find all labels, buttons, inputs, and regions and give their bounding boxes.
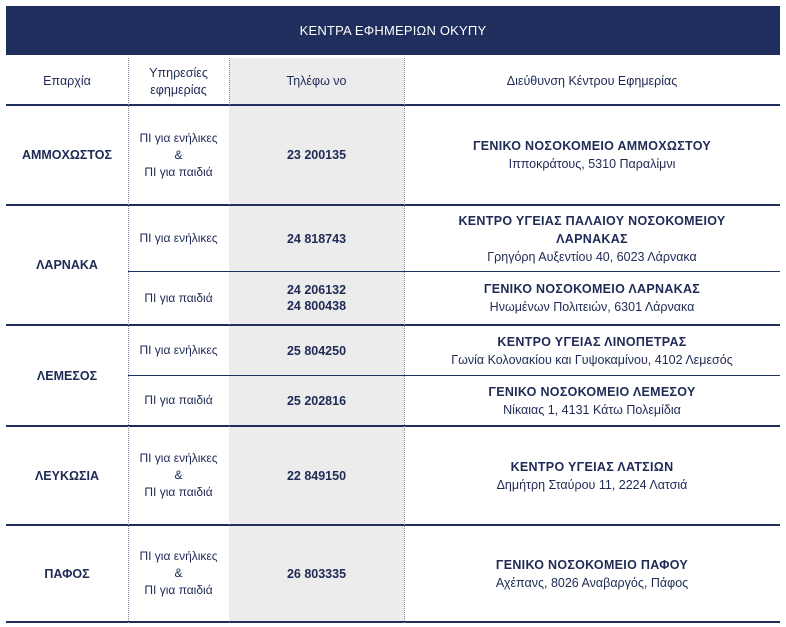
phone-cell: 24 206132 24 800438 <box>229 272 404 324</box>
region-lefkosia: ΛΕΥΚΩΣΙΑ <box>34 468 100 483</box>
address-cell: ΓΕΝΙΚΟ ΝΟΣΟΚΟΜΕΙΟ ΛΕΜΕΣΟΥ Νίκαιας 1, 4131 Κάτω Πολεμίδια <box>488 384 696 417</box>
services-cell: ΠΙ για ενήλικες <box>139 343 218 357</box>
region-pafos: ΠΑΦΟΣ <box>44 566 90 581</box>
services-cell: ΠΙ για ενήλικες & ΠΙ για παιδιά <box>139 451 218 499</box>
phone-cell: 25 804250 <box>229 326 404 375</box>
address-cell: ΚΕΝΤΡΟ ΥΓΕΙΑΣ ΠΑΛΑΙΟΥ ΝΟΣΟΚΟΜΕΙΟΥ ΛΑΡΝΑΚΑΣ Γρηγόρη Αυξεντίου 40, 6023 Λάρνακα <box>458 213 726 264</box>
address-cell: ΓΕΝΙΚΟ ΝΟΣΟΚΟΜΕΙΟ ΑΜΜΟΧΩΣΤΟΥ Ιπποκράτους, 5310 Παραλίμνι <box>472 139 712 171</box>
phone-cell: 23 200135 <box>229 106 404 204</box>
table-bottom-border <box>6 621 780 623</box>
header-phone: Τηλέφω νο <box>286 74 347 88</box>
address-cell: ΚΕΝΤΡΟ ΥΓΕΙΑΣ ΛΑΤΣΙΩΝ Δημήτρη Σταύρου 11, 2224 Λατσιά <box>496 459 688 492</box>
services-cell: ΠΙ για παιδιά <box>144 290 213 305</box>
address-cell: ΓΕΝΙΚΟ ΝΟΣΟΚΟΜΕΙΟ ΠΑΦΟΥ Αχέπανς, 8026 Αναβαργός, Πάφος <box>495 557 689 590</box>
table-title: ΚΕΝΤΡΑ ΕΦΗΜΕΡΙΩΝ ΟΚΥΠΥ <box>6 6 780 55</box>
services-cell: ΠΙ για ενήλικες & ΠΙ για παιδιά <box>139 549 218 597</box>
header-services: Υπηρεσίες εφημερίας <box>149 65 208 97</box>
region-ammochostos: ΑΜΜΟΧΩΣΤΟΣ <box>21 148 113 162</box>
services-cell: ΠΙ για παιδιά <box>144 393 213 407</box>
services-cell: ΠΙ για ενήλικες & ΠΙ για παιδιά <box>139 130 218 179</box>
phone-cell: 26 803335 <box>229 526 404 621</box>
phone-cell: 25 202816 <box>229 376 404 425</box>
header-region: Επαρχία <box>43 74 91 88</box>
address-cell: ΓΕΝΙΚΟ ΝΟΣΟΚΟΜΕΙΟ ΛΑΡΝΑΚΑΣ Ηνωμένων Πολιτειών, 6301 Λάρνακα <box>483 282 701 314</box>
header-address: Διεύθυνση Κέντρου Εφημερίας <box>506 74 678 88</box>
region-larnaka: ΛΑΡΝΑΚΑ <box>36 258 98 272</box>
services-cell: ΠΙ για ενήλικες <box>139 231 218 245</box>
phone-cell: 24 818743 <box>229 206 404 271</box>
region-lemesos: ΛΕΜΕΣΟΣ <box>36 368 98 383</box>
phone-cell: 22 849150 <box>229 427 404 524</box>
address-cell: ΚΕΝΤΡΟ ΥΓΕΙΑΣ ΛΙΝΟΠΕΤΡΑΣ Γωνία Κολονακίου και Γυψοκαμίνου, 4102 Λεμεσός <box>451 334 733 367</box>
